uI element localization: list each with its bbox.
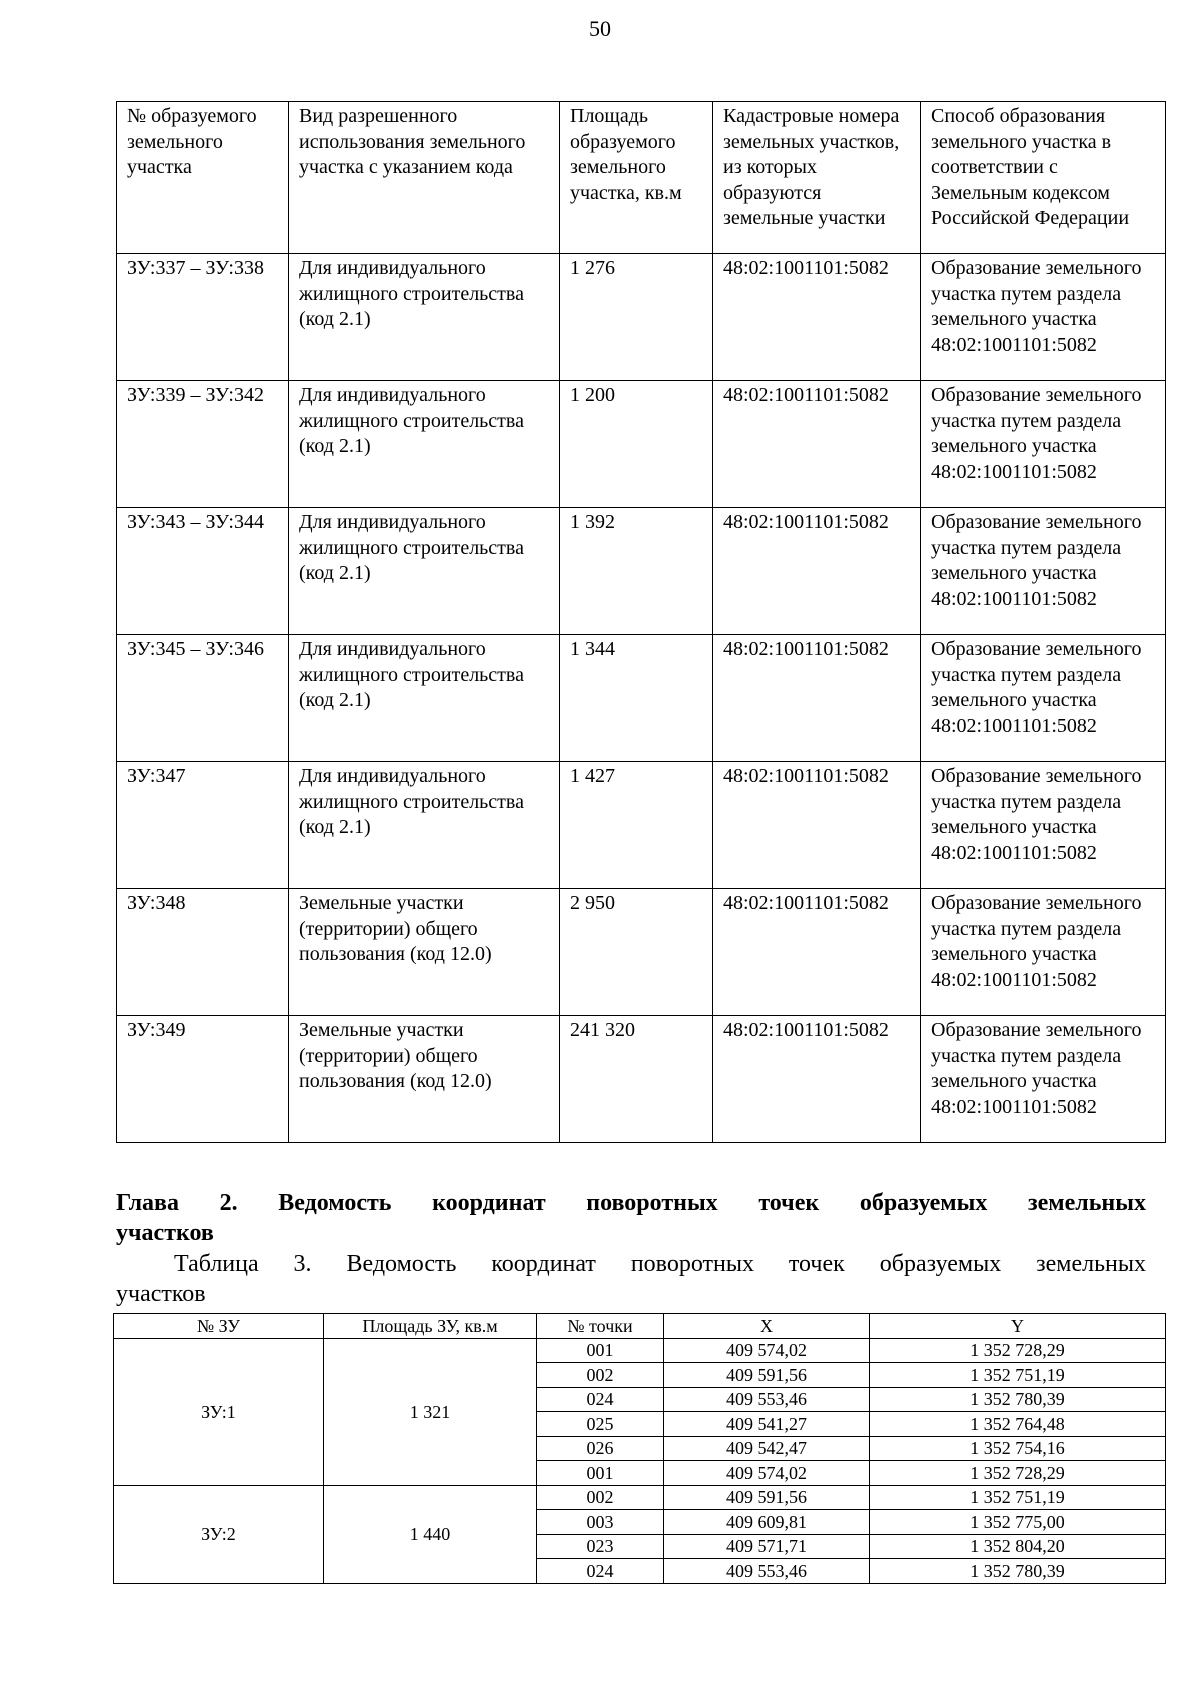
table-cell: Для индивидуального жилищного строительства (код 2.1) [289, 762, 560, 889]
point-number-cell: 001 [537, 1338, 664, 1363]
table-caption-cont: участков [116, 1281, 206, 1307]
plot-id-cell: ЗУ:1 [114, 1338, 324, 1485]
table-cell: ЗУ:343 – ЗУ:344 [117, 508, 289, 635]
table-cell: 48:02:1001101:5082 [713, 889, 921, 1016]
y-coordinate-cell: 1 352 780,39 [870, 1559, 1166, 1584]
table-cell: 1 392 [560, 508, 713, 635]
table-cell: 1 344 [560, 635, 713, 762]
table-cell: 48:02:1001101:5082 [713, 254, 921, 381]
coord-row [114, 1338, 1166, 1363]
land-plots-table [116, 101, 1166, 1143]
table-cell: ЗУ:339 – ЗУ:342 [117, 381, 289, 508]
point-number-cell: 002 [537, 1485, 664, 1510]
x-coordinate-cell: 409 553,46 [664, 1559, 870, 1584]
table-cell: 48:02:1001101:5082 [713, 508, 921, 635]
table-cell: Образование земельного участка путем раздела земельного участка 48:02:1001101:5082 [921, 1016, 1166, 1143]
x-coordinate-cell: 409 574,02 [664, 1461, 870, 1486]
header-cell: Кадастровые номера земельных участков, из которых образуются земельные участки [713, 102, 921, 254]
table-cell: Образование земельного участка путем раздела земельного участка 48:02:1001101:5082 [921, 635, 1166, 762]
table-caption: Таблица 3. Ведомость координат поворотных точек образуемых земельных [174, 1251, 1146, 1277]
x-coordinate-cell: 409 542,47 [664, 1436, 870, 1461]
coord-header-cell: X [664, 1314, 870, 1339]
table-cell: 2 950 [560, 889, 713, 1016]
point-number-cell: 001 [537, 1461, 664, 1486]
x-coordinate-cell: 409 571,71 [664, 1534, 870, 1559]
y-coordinate-cell: 1 352 751,19 [870, 1485, 1166, 1510]
table-cell: 48:02:1001101:5082 [713, 762, 921, 889]
table-cell: Земельные участки (территории) общего пользования (код 12.0) [289, 889, 560, 1016]
point-number-cell: 024 [537, 1387, 664, 1412]
table-cell: Для индивидуального жилищного строительства (код 2.1) [289, 508, 560, 635]
point-number-cell: 002 [537, 1363, 664, 1388]
plot-id-cell: ЗУ:2 [114, 1485, 324, 1583]
table-cell: Для индивидуального жилищного строительства (код 2.1) [289, 254, 560, 381]
table-cell: 241 320 [560, 1016, 713, 1143]
y-coordinate-cell: 1 352 804,20 [870, 1534, 1166, 1559]
coord-header-cell: № точки [537, 1314, 664, 1339]
plot-area-cell: 1 440 [324, 1485, 537, 1583]
page-number: 50 [589, 16, 611, 41]
y-coordinate-cell: 1 352 780,39 [870, 1387, 1166, 1412]
y-coordinate-cell: 1 352 764,48 [870, 1412, 1166, 1437]
coord-header-cell: Y [870, 1314, 1166, 1339]
header-cell: № образуемого земельного участка [117, 102, 289, 254]
table-cell: Образование земельного участка путем раздела земельного участка 48:02:1001101:5082 [921, 508, 1166, 635]
table-row [117, 762, 1166, 889]
table-cell: 48:02:1001101:5082 [713, 381, 921, 508]
table-cell: 48:02:1001101:5082 [713, 635, 921, 762]
point-number-cell: 023 [537, 1534, 664, 1559]
header-cell: Вид разрешенного использования земельного участка с указанием кода [289, 102, 560, 254]
chapter-heading: Глава 2. Ведомость координат поворотных точек образуемых земельных [116, 1190, 1146, 1216]
x-coordinate-cell: 409 574,02 [664, 1338, 870, 1363]
point-number-cell: 003 [537, 1510, 664, 1535]
table-cell: 1 427 [560, 762, 713, 889]
table-cell: 48:02:1001101:5082 [713, 1016, 921, 1143]
table-cell: Для индивидуального жилищного строительства (код 2.1) [289, 381, 560, 508]
table-row [117, 889, 1166, 1016]
table-row [117, 635, 1166, 762]
plot-area-cell: 1 321 [324, 1338, 537, 1485]
coord-row [114, 1485, 1166, 1510]
table-cell: 1 276 [560, 254, 713, 381]
table-cell: ЗУ:349 [117, 1016, 289, 1143]
table-cell: ЗУ:347 [117, 762, 289, 889]
table-row [117, 1016, 1166, 1143]
table-cell: Образование земельного участка путем раздела земельного участка 48:02:1001101:5082 [921, 381, 1166, 508]
table-cell: Образование земельного участка путем раздела земельного участка 48:02:1001101:5082 [921, 254, 1166, 381]
y-coordinate-cell: 1 352 728,29 [870, 1461, 1166, 1486]
x-coordinate-cell: 409 591,56 [664, 1485, 870, 1510]
coordinates-table [113, 1313, 1166, 1584]
point-number-cell: 026 [537, 1436, 664, 1461]
y-coordinate-cell: 1 352 751,19 [870, 1363, 1166, 1388]
point-number-cell: 024 [537, 1559, 664, 1584]
table-header-row [117, 102, 1166, 254]
header-cell: Площадь образуемого земельного участка, кв.м [560, 102, 713, 254]
x-coordinate-cell: 409 609,81 [664, 1510, 870, 1535]
coord-header-row [114, 1314, 1166, 1339]
table-cell: Образование земельного участка путем раздела земельного участка 48:02:1001101:5082 [921, 762, 1166, 889]
table-cell: ЗУ:345 – ЗУ:346 [117, 635, 289, 762]
table-cell: Образование земельного участка путем раздела земельного участка 48:02:1001101:5082 [921, 889, 1166, 1016]
table-row [117, 381, 1166, 508]
table-row [117, 508, 1166, 635]
y-coordinate-cell: 1 352 775,00 [870, 1510, 1166, 1535]
table-cell: ЗУ:337 – ЗУ:338 [117, 254, 289, 381]
table-row [117, 254, 1166, 381]
y-coordinate-cell: 1 352 728,29 [870, 1338, 1166, 1363]
x-coordinate-cell: 409 541,27 [664, 1412, 870, 1437]
table-cell: 1 200 [560, 381, 713, 508]
coord-header-cell: № ЗУ [114, 1314, 324, 1339]
point-number-cell: 025 [537, 1412, 664, 1437]
table-cell: ЗУ:348 [117, 889, 289, 1016]
table-cell: Для индивидуального жилищного строительства (код 2.1) [289, 635, 560, 762]
x-coordinate-cell: 409 553,46 [664, 1387, 870, 1412]
header-cell: Способ образования земельного участка в соответствии с Земельным кодексом Российской Федерации [921, 102, 1166, 254]
x-coordinate-cell: 409 591,56 [664, 1363, 870, 1388]
y-coordinate-cell: 1 352 754,16 [870, 1436, 1166, 1461]
coord-header-cell: Площадь ЗУ, кв.м [324, 1314, 537, 1339]
chapter-heading-cont: участков [116, 1220, 214, 1246]
table-cell: Земельные участки (территории) общего пользования (код 12.0) [289, 1016, 560, 1143]
